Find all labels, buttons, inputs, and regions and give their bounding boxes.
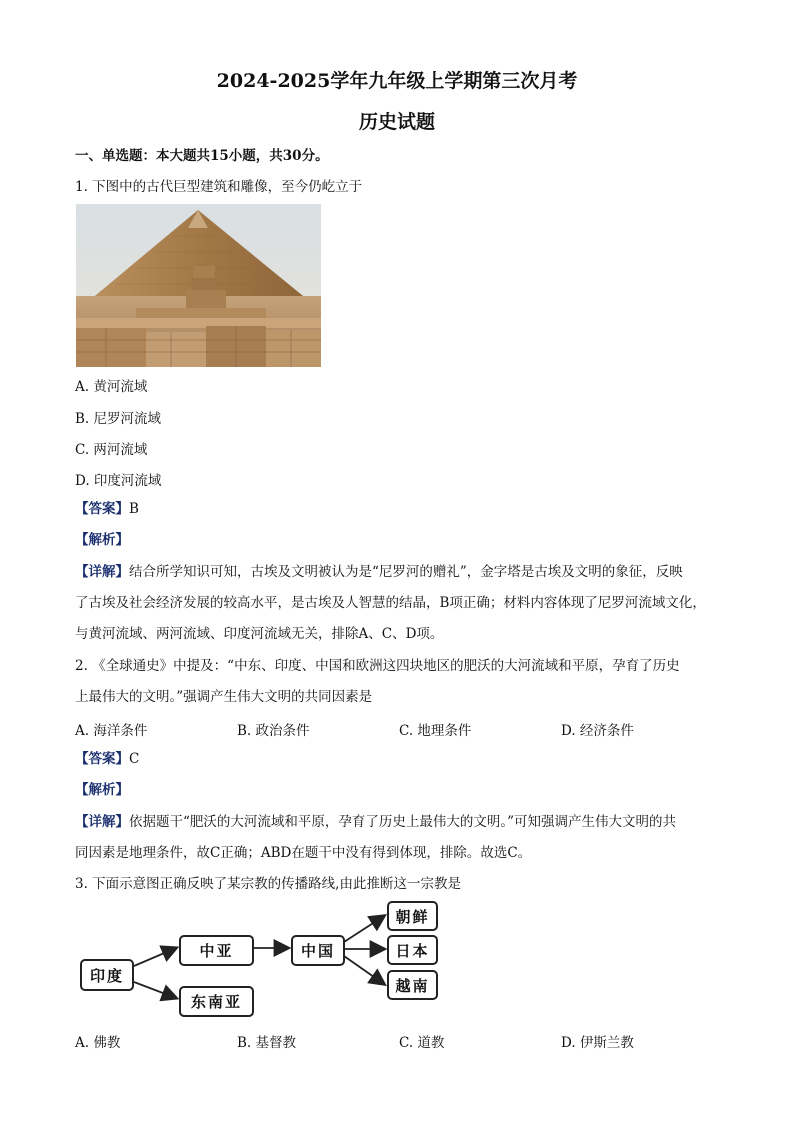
q2-option-d: D. 经济条件 — [561, 723, 634, 739]
q1-analysis-tag — [75, 530, 735, 550]
q2-analysis-tag — [75, 780, 735, 800]
node-target-2: 日本 — [387, 935, 438, 965]
node-hub: 中国 — [291, 935, 345, 966]
q2-option-b: B. 政治条件 — [237, 723, 310, 739]
analysis-tag: 【解析】 — [75, 782, 129, 798]
node-mid-top: 中亚 — [179, 935, 254, 966]
q2-detail-line-1: 【详解】依据题干“肥沃的大河流域和平原，孕育了历史上最伟大的文明。”可知强调产生伟大文明的共 — [75, 814, 677, 830]
exam-title: 2024-2025学年九年级上学期第三次月考 — [216, 70, 578, 92]
q1-option-c: C. 两河流域 — [75, 442, 148, 458]
q2-stem-line-1: 2. 《全球通史》中提及：“中东、印度、中国和欧洲这四块地区的肥沃的大河流域和平原，孕育了历史 — [75, 658, 680, 674]
node-target-3: 越南 — [387, 970, 438, 1000]
q2-option-c: C. 地理条件 — [399, 723, 472, 739]
q1-answer — [75, 499, 735, 519]
node-mid-bottom: 东南亚 — [179, 986, 254, 1017]
node-target-1: 朝鲜 — [387, 901, 438, 931]
answer-tag: 【答案】 — [75, 751, 129, 767]
q2-stem-line-2: 上最伟大的文明。”强调产生伟大文明的共同因素是 — [75, 689, 373, 705]
q1-detail-line-2: 了古埃及社会经济发展的较高水平，是古埃及人智慧的结晶，B项正确；材料内容体现了尼罗河流域文化， — [75, 595, 706, 611]
q2-detail-line-2: 同因素是地理条件，故C正确；ABD在题干中没有得到体现，排除。故选C。 — [75, 845, 532, 861]
answer-value: B — [129, 501, 139, 517]
q1-detail-line-3: 与黄河流域、两河流域、印度河流域无关，排除A、C、D项。 — [75, 626, 444, 642]
pyramid-sphinx-photo — [76, 204, 321, 367]
q1-option-b: B. 尼罗河流域 — [75, 411, 162, 427]
section-heading: 一、单选题：本大题共15小题，共30分。 — [75, 148, 329, 164]
q3-option-a: A. 佛教 — [75, 1035, 121, 1051]
answer-value: C — [129, 751, 140, 767]
q1-stem: 1. 下图中的古代巨型建筑和雕像，至今仍屹立于 — [75, 179, 363, 195]
q1-option-d: D. 印度河流域 — [75, 473, 162, 489]
q3-stem: 3. 下面示意图正确反映了某宗教的传播路线,由此推断这一宗教是 — [75, 876, 461, 892]
detail-tag: 【详解】 — [75, 814, 129, 830]
analysis-tag: 【解析】 — [75, 532, 129, 548]
exam-subtitle: 历史试题 — [358, 111, 435, 133]
q2-option-a: A. 海洋条件 — [75, 723, 148, 739]
answer-tag: 【答案】 — [75, 501, 129, 517]
node-origin: 印度 — [80, 959, 134, 991]
detail-tag: 【详解】 — [75, 564, 129, 580]
q1-option-a: A. 黄河流域 — [75, 379, 148, 395]
religion-spread-diagram — [76, 898, 446, 1024]
q2-answer — [75, 749, 735, 769]
q3-option-b: B. 基督教 — [237, 1035, 297, 1051]
q3-option-d: D. 伊斯兰教 — [561, 1035, 634, 1051]
q3-option-c: C. 道教 — [399, 1035, 445, 1051]
q1-detail-line-1: 【详解】结合所学知识可知，古埃及文明被认为是“尼罗河的赠礼”，金字塔是古埃及文明的象征，反映 — [75, 564, 683, 580]
